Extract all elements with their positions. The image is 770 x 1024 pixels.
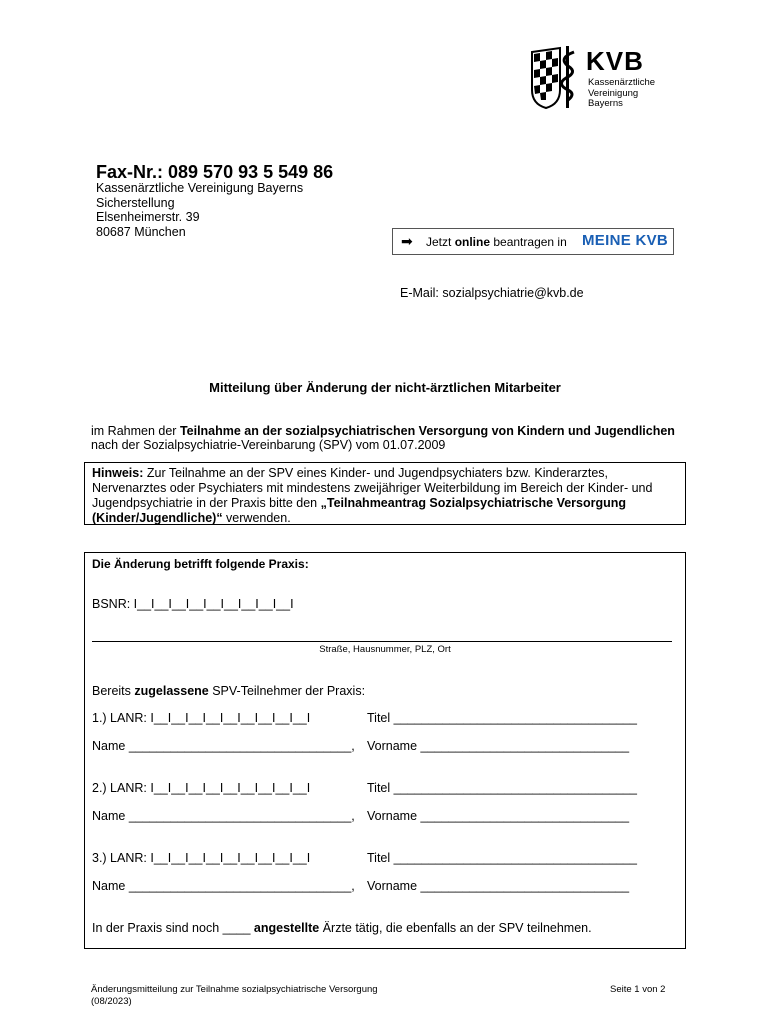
name-field[interactable]: Name ________________________________,	[92, 879, 355, 893]
name-field[interactable]: Name ________________________________,	[92, 739, 355, 753]
page-number: Seite 1 von 2	[610, 984, 666, 995]
address-line: Sicherstellung	[96, 195, 175, 210]
lanr-field[interactable]: 1.) LANR: I__I__I__I__I__I__I__I__I__I	[92, 711, 311, 725]
vorname-field[interactable]: Vorname ______________________________	[367, 739, 630, 753]
address-caption: Straße, Hausnummer, PLZ, Ort	[319, 644, 451, 655]
recipient-address	[96, 181, 303, 239]
address-line: Kassenärztliche Vereinigung Bayerns	[96, 181, 304, 195]
email-address: E-Mail: sozialpsychiatrie@kvb.de	[400, 286, 584, 300]
logo-subtitle: Kassenärztliche Vereinigung Bayerns	[588, 77, 656, 109]
footer-title: Änderungsmitteilung zur Teilnahme sozialpsychiatrische Versorgung (08/2023)	[91, 984, 378, 1007]
logo-wordmark: KVB	[586, 46, 644, 76]
meine-kvb-brand: MEINE KVB	[582, 232, 669, 249]
bavarian-shield-icon	[530, 44, 582, 110]
online-text: Jetzt online beantragen in	[426, 235, 567, 249]
lanr-field[interactable]: 2.) LANR: I__I__I__I__I__I__I__I__I__I	[92, 781, 311, 795]
address-line: Elsenheimerstr. 39	[96, 210, 200, 224]
name-field[interactable]: Name ________________________________,	[92, 809, 355, 823]
titel-field[interactable]: Titel ___________________________________	[367, 711, 637, 725]
lanr-field[interactable]: 3.) LANR: I__I__I__I__I__I__I__I__I__I	[92, 851, 311, 865]
employed-doctors-line[interactable]: In der Praxis sind noch ____ angestellte Ärzte tätig, die ebenfalls an der SPV teilnehmen.	[92, 921, 592, 935]
kvb-logo	[530, 44, 670, 110]
admitted-label: Bereits zugelassene SPV-Teilnehmer der Praxis:	[92, 684, 366, 698]
titel-field[interactable]: Titel ___________________________________	[367, 851, 637, 865]
practice-heading: Die Änderung betrifft folgende Praxis:	[92, 557, 309, 571]
fax-number: Fax-Nr.: 089 570 93 5 549 86	[96, 162, 334, 182]
bsnr-field[interactable]: BSNR: I__I__I__I__I__I__I__I__I__I	[92, 597, 294, 611]
vorname-field[interactable]: Vorname ______________________________	[367, 809, 630, 823]
titel-field[interactable]: Titel ___________________________________	[367, 781, 637, 795]
practice-form	[84, 552, 686, 949]
hint-box: Hinweis: Zur Teilnahme an der SPV eines Kinder- und Jugendpsychiaters bzw. Kinderarztes, Nervenarztes oder Psychiaters mit mindestens zweijähriger Weiterbildung im Bereich der Kinder- und Jugendpsychiatrie in der Praxis bitte den „Teilnahmeantrag Sozialpsychiatrische Versorgung (Kinder/Jugendliche)“ verwenden.	[84, 462, 686, 525]
arrow-right-icon: ➡	[401, 233, 413, 249]
vorname-field[interactable]: Vorname ______________________________	[367, 879, 630, 893]
address-input-line[interactable]	[92, 641, 672, 642]
address-line: 80687 München	[96, 224, 186, 239]
document-title: Mitteilung über Änderung der nicht-ärztlichen Mitarbeiter	[209, 380, 561, 395]
online-application-link[interactable]	[392, 228, 674, 255]
intro-paragraph: im Rahmen der Teilnahme an der sozialpsychiatrischen Versorgung von Kindern und Jugendlichen nach der Sozialpsychiatrie-Vereinbarung (SPV) vom 01.07.2009	[91, 424, 675, 452]
